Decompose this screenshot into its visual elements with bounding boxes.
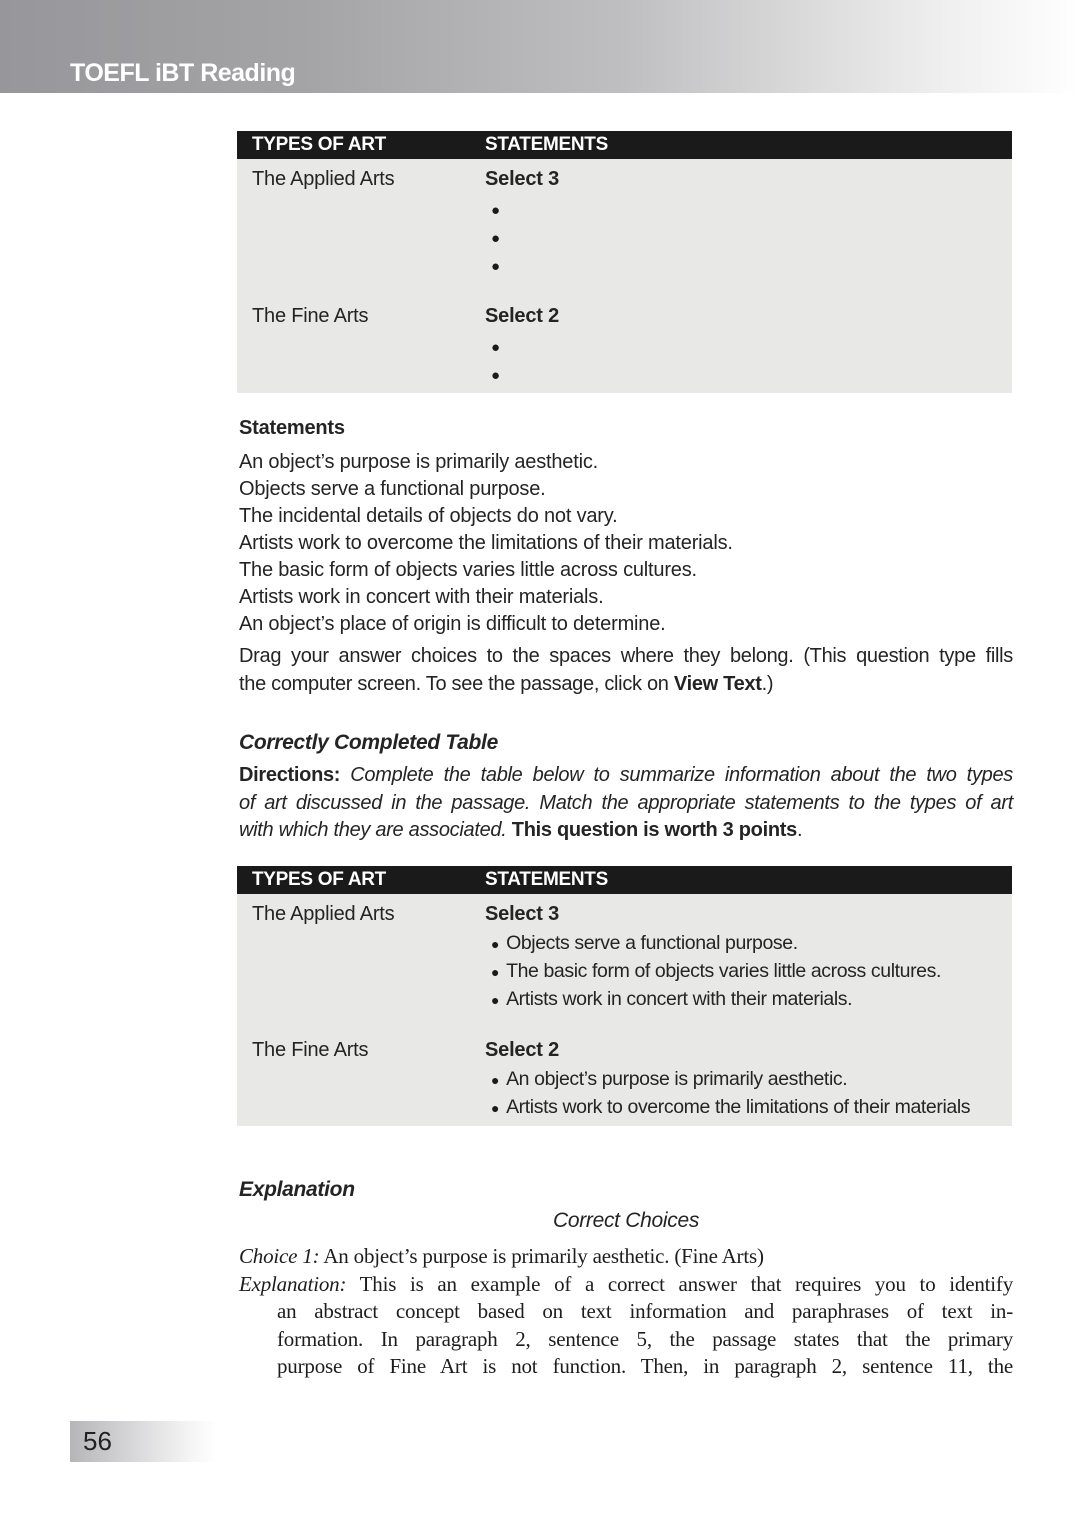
explanation-body <box>239 1243 1013 1381</box>
table-body <box>237 894 1012 1126</box>
bullet-icon: ● <box>491 992 500 1008</box>
table-row-applied-arts <box>237 165 1012 280</box>
explanation-line: purpose of Fine Art is not function. Then, in paragraph 2, sentence 11, the <box>277 1354 1013 1378</box>
statement-item: The basic form of objects varies little across cultures. <box>239 559 697 581</box>
choice-text: An object’s purpose is primarily aesthetic. (Fine Arts) <box>319 1244 764 1268</box>
drag-instructions-line: Drag your answer choices to the spaces where they belong. (This question type fills <box>239 645 1013 667</box>
bullet-icon: ● <box>491 1072 500 1088</box>
statements-cell <box>485 165 1012 280</box>
directions-text: . <box>796 819 803 841</box>
answer-text: Objects serve a functional purpose. <box>506 932 798 954</box>
header-title: TOEFL iBT Reading <box>70 59 296 87</box>
directions-text: with which they are associated. <box>239 819 507 841</box>
answer-list <box>485 1066 1008 1122</box>
explanation-section <box>239 1176 1013 1381</box>
page-number: 56 <box>83 1426 112 1456</box>
header-band <box>0 0 1080 93</box>
table-body <box>237 159 1012 393</box>
table-header-row <box>237 866 1012 894</box>
explanation-line: an abstract concept based on text information and paraphrases of text in- <box>277 1299 1013 1323</box>
answer-text: The basic form of objects varies little across cultures. <box>506 960 941 982</box>
row-label: The Applied Arts <box>252 903 395 925</box>
directions-paragraph <box>239 762 1013 845</box>
correctly-completed-section <box>239 729 1013 845</box>
answer-text: An object’s purpose is primarily aesthetic. <box>506 1068 848 1090</box>
empty-answer-slot <box>485 252 1008 280</box>
directions-label: Directions: <box>239 764 341 786</box>
drag-instructions-text: the computer screen. To see the passage, click on <box>239 672 674 695</box>
bullet-icon: ● <box>491 1100 500 1116</box>
explanation-line <box>239 1271 1013 1299</box>
view-text-label: View Text <box>673 672 762 695</box>
statement-item: Artists work in concert with their materials. <box>239 586 604 608</box>
column-header-statements: STATEMENTS <box>485 134 608 155</box>
bullet-icon: ● <box>491 258 500 275</box>
table-row-fine-arts <box>237 302 1012 389</box>
explanation-heading: Explanation <box>239 1178 355 1201</box>
directions-line: of art discussed in the passage. Match the appropriate statements to the types of art <box>239 791 1013 814</box>
statement-item: Objects serve a functional purpose. <box>239 478 546 500</box>
correctly-completed-table-heading: Correctly Completed Table <box>239 731 498 754</box>
choice-line <box>239 1243 1013 1271</box>
bullet-icon: ● <box>491 964 500 980</box>
row-label: The Fine Arts <box>252 305 369 327</box>
directions-line <box>239 817 1013 845</box>
statements-cell <box>485 900 1012 1014</box>
answer-bullet-item <box>485 1094 1008 1122</box>
answer-list <box>485 930 1008 1014</box>
page-number-badge <box>70 1421 217 1462</box>
statements-section <box>239 414 1013 638</box>
bullet-icon: ● <box>491 339 500 356</box>
explanation-line: formation. In paragraph 2, sentence 5, the passage states that the primary <box>277 1326 1013 1351</box>
directions-line <box>239 762 1013 790</box>
empty-answer-slot <box>485 224 1008 252</box>
statements-heading: Statements <box>239 417 345 439</box>
empty-answer-slots <box>485 333 1008 389</box>
table-header-row <box>237 131 1012 159</box>
drag-instructions-line <box>239 671 1013 699</box>
points-worth-label: This question is worth 3 points <box>506 819 797 841</box>
correct-choices-subheading: Correct Choices <box>552 1209 700 1232</box>
bullet-icon: ● <box>491 202 500 219</box>
directions-text: Complete the table below to summarize information about the two types <box>340 764 1013 786</box>
row-label: The Fine Arts <box>252 1039 369 1061</box>
answer-bullet-item <box>485 958 1008 986</box>
drag-instructions-text: .) <box>761 672 774 695</box>
statement-item: An object’s place of origin is difficult to determine. <box>239 613 666 635</box>
choice-label: Choice 1: <box>239 1244 320 1268</box>
answer-text: Artists work in concert with their materials. <box>506 988 853 1010</box>
answer-bullet-item <box>485 1066 1008 1094</box>
explanation-label: Explanation: <box>239 1271 347 1296</box>
select-count-label: Select 3 <box>485 168 560 190</box>
drag-instructions <box>239 643 1013 698</box>
empty-answer-slots <box>485 196 1008 280</box>
statements-cell <box>485 302 1012 389</box>
column-header-statements: STATEMENTS <box>485 869 608 890</box>
statement-item: An object’s purpose is primarily aesthetic. <box>239 451 598 473</box>
answer-table-completed <box>237 866 1012 1126</box>
statement-item: The incidental details of objects do not vary. <box>239 505 618 527</box>
statements-cell <box>485 1036 1012 1122</box>
empty-answer-slot <box>485 196 1008 224</box>
answer-bullet-item <box>485 930 1008 958</box>
select-count-label: Select 2 <box>485 305 560 327</box>
explanation-text: This is an example of a correct answer that requires you to identify <box>346 1271 1013 1296</box>
empty-answer-slot <box>485 333 1008 361</box>
empty-answer-slot <box>485 361 1008 389</box>
column-header-types-of-art: TYPES OF ART <box>252 134 386 155</box>
select-count-label: Select 2 <box>485 1039 560 1061</box>
table-row-applied-arts <box>237 900 1012 1014</box>
bullet-icon: ● <box>491 230 500 247</box>
row-label: The Applied Arts <box>252 168 395 190</box>
column-header-types-of-art: TYPES OF ART <box>252 869 386 890</box>
answer-text: Artists work to overcome the limitations of their materials <box>506 1096 971 1118</box>
statement-item: Artists work to overcome the limitations of their materials. <box>239 532 733 554</box>
answer-bullet-item <box>485 986 1008 1014</box>
bullet-icon: ● <box>491 936 500 952</box>
table-row-fine-arts <box>237 1036 1012 1122</box>
bullet-icon: ● <box>491 367 500 384</box>
select-count-label: Select 3 <box>485 903 560 925</box>
answer-table-empty <box>237 131 1012 393</box>
